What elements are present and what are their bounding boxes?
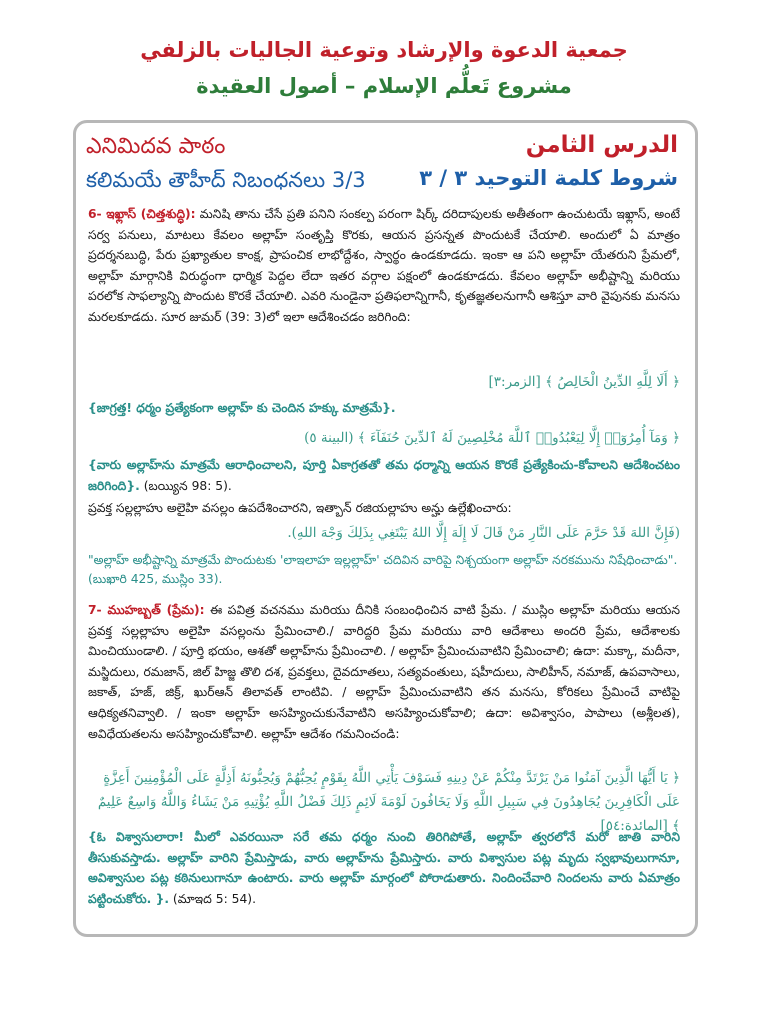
verse-reference-maida: (మాఇద 5: 54). (169, 891, 256, 906)
lesson-subtitle-arabic: شروط كلمة التوحيد ٣ / ٣ (419, 166, 678, 190)
hadith-translation: "అల్లాహ్ అభీష్టాన్ని మాత్రమే పొందుటకు 'లాఇలాహ ఇల్లల్లాహ్' చదివిన వారిపై నిశ్చయంగా అల్లాహ్ నరకమును నిషేధించాడు". (బుఖారి 425, ముస్లిం 33). (88, 553, 678, 586)
verse-translation-bayyina-text: {వారు అల్లాహ్‌ను మాత్రమే ఆరాధించాలని, పూర్తి ఏకాగ్రతతో తమ ధర్మాన్ని ఆయన కొరకే ప్రత్యేకించు-కోవాలని ఆదేశించటం జరిగింది}. (88, 458, 680, 493)
section-muhabbat (88, 600, 680, 744)
hadith-intro: ప్రవక్త సల్లల్లాహు అలైహి వసల్లం ఉపదేశించారని, ఇత్బాన్ రజియల్లాహు అన్హు ఉల్లేఖించారు: (88, 501, 512, 515)
org-name: جمعية الدعوة والإرشاد وتوعية الجاليات بالزلفي (140, 38, 628, 62)
section-ikhlas-label: 6- ఇఖ్లాస్ (చిత్తశుద్ధి): (88, 207, 196, 221)
section-muhabbat-text: ఈ పవిత్ర వచనము మరియు దీనికి సంబంధించిన వాటి ప్రేమ. / ముస్లిం అల్లాహ్ మరియు ఆయన ప్రవక్త సల్లల్లాహు అలైహి వసల్లంను ప్రేమించాలి./ వారిద్దరి ప్రేమ మరియు వారి ఆదేశాలు అందరి ప్రేమ, ఆదేశాలకు మించియుండాలి. / పూర్తి భయం, ఆశతో అల్లాహ్‌ను ప్రేమించాలి. / అల్లాహ్ ప్రేమించువాటిని ప్రేమించాలి; ఉదా: మక్కా, మదీనా, మస్జిదులు, రమజాన్, జిల్ హిజ్జ తొలి దశ, ప్రవక్తలు, దైవదూతలు, సత్యవంతులు, షహీదులు, సాలిహీన్, నమాజ్, ఉపవాసాలు, జకాత్, హజ్, జిక్ర్, ఖుర్ఆన్ తిలావత్ లాంటివి. / అల్లాహ్ ప్రేమించువాటిని తన మనసు, కోరికలు ప్రేమించే వాటిపై ఆధిక్యతనివ్వాలి. / ఇంకా అల్లాహ్ అసహ్యించుకునేవాటిని అసహ్యించుకోవాలి; ఉదా: అవిశ్వాసం, పాపాలు (అశ్లీలత), అవిధేయతలను అసహ్యించుకోవాలి. అల్లాహ్ ఆదేశం గమనించండి: (88, 603, 680, 741)
lesson-subtitle-telugu: కలిమయే తౌహీద్ నిబంధనలు 3/3 (86, 168, 366, 192)
hadith-arabic: (فَإِنَّ اللهَ قَدْ حَرَّمَ عَلَى النَّارِ مَنْ قَالَ لَا إِلَهَ إِلَّا اللهُ يَبْتَغِي بِذَلِكَ وَجْهَ اللهِ). (287, 525, 680, 541)
lesson-title-telugu: ఎనిమిదవ పాఠం (86, 134, 226, 159)
project-name: مشروع تَعلُّم الإسلام – أصول العقيدة (196, 74, 572, 98)
verse-translation-bayyina (88, 455, 680, 496)
section-ikhlas-text: మనిషి తాను చేసే ప్రతి పనిని సంకల్ప పరంగా షిర్క్ దరిదాపులకు అతీతంగా ఉంచుటయే ఇఖ్లాస్, అంటే సర్వ పనులు, మాటలు కేవలం అల్లాహ్ సంతృప్తి కొరకు, ఆయన ప్రసన్నత పొందుటకే చేయాలి. అందులో ఏ మాత్రం ప్రదర్శనబుద్ధి, పేరు ప్రఖ్యాతుల కాంక్ష, ప్రాపంచిక లాభోద్దేశం, స్వార్థం ఉండకూడదు. ఇంకా ఆ పని అల్లాహ్ యేతరుని ప్రేమలో, అల్లాహ్ మార్గానికి విరుద్ధంగా ధార్మిక పెద్దల లేదా ఇతర వర్గాల పక్షంలో ఉండకూడదు. కేవలం అల్లాహ్ అభీష్టాన్ని మరియు పరలోక సాఫల్యాన్ని పొందుట కొరకే చేయాలి. ఎవరి నుండైనా ప్రతిఫలాన్నిగానీ, కృతజ్ఞతలనుగానీ ఆశిస్తూ వారి వైపునకు మనసు మరలకూడదు. సూర జుమర్ (39: 3)లో ఇలా ఆదేశించడం జరిగింది: (88, 207, 680, 324)
verse-reference-bayyina: (బయ్యిన 98: 5). (139, 478, 232, 493)
verse-translation-zumar: {జాగ్రత్త! ధర్మం ప్రత్యేకంగా అల్లాహ్ కు చెందిన హక్కు మాత్రమే}. (88, 401, 396, 415)
verse-translation-maida-text: {ఓ విశ్వాసులారా! మీలో ఎవరయినా సరే తమ ధర్మం నుంచి తిరిగిపోతే, అల్లాహ్ త్వరలోనే మరో జాతి వారిని తీసుకువస్తాడు. అల్లాహ్ వారిని ప్రేమిస్తాడు, వారు అల్లాహ్‌ను ప్రేమిస్తారు. వారు విశ్వాసుల పట్ల మృదు స్వభావులుగానూ, అవిశ్వాసుల పట్ల కఠినులుగానూ ఉంటారు. వారు అల్లాహ్ మార్గంలో పోరాడుతారు. నిందించేవారి నిందలను వారు ఏమాత్రం పట్టించుకోరు. }. (88, 830, 680, 906)
verse-translation-maida (88, 827, 680, 909)
section-muhabbat-label: 7- ముహబ్బత్ (ప్రేమ): (88, 603, 205, 617)
section-ikhlas (88, 204, 680, 328)
lesson-title-arabic: الدرس الثامن (525, 132, 678, 158)
quran-verse-zumar: ﴿ أَلَا لِلَّهِ الدِّينُ الْخَالِصُ ﴾ [الزمر:٣] (488, 374, 680, 390)
quran-verse-bayyina: ﴿ وَمَآ أُمِرُوٓا۟ إِلَّا لِيَعْبُدُوا۟ ٱللَّهَ مُخْلِصِينَ لَهُ ٱلدِّينَ حُنَفَآءَ ﴾ (البينة ٥) (304, 430, 680, 446)
quran-verse-maida: ﴿ يَا أَيُّهَا الَّذِينَ آمَنُوا مَنْ يَرْتَدَّ مِنْكُمْ عَنْ دِينِهِ فَسَوْفَ يَأْتِي اللَّهُ بِقَوْمٍ يُحِبُّهُمْ وَيُحِبُّونَهُ أَذِلَّةٍ عَلَى الْمُؤْمِنِينَ أَعِزَّةٍ عَلَى الْكَافِرِينَ يُجَاهِدُونَ فِي سَبِيلِ اللَّهِ وَلَا يَخَافُونَ لَوْمَةَ لَائِمٍ ذَلِكَ فَضْلُ اللَّهِ يُؤْتِيهِ مَنْ يَشَاءُ وَاللَّهُ وَاسِعٌ عَلِيمٌ ﴾ [المائدة:٥٤] (97, 770, 680, 834)
